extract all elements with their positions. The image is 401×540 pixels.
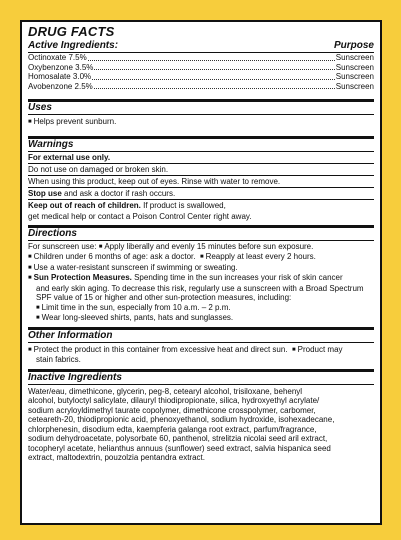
other-line1 [28, 345, 374, 356]
directions-spm [28, 273, 374, 284]
inactive-line: alcohol, butyloctyl salicylate, dilauryl thiodipropionate, silica, hydroxyethyl acrylate/ [28, 396, 320, 405]
ingredient-purpose: Sunscreen [335, 53, 374, 62]
directions-line1-a: For sunscreen use: [28, 241, 97, 251]
active-ingredients-label: Active Ingredients: [28, 40, 119, 51]
active-ingredients-header [28, 40, 374, 53]
ingredient-row [28, 72, 374, 82]
spm-rest: Spending time in the sun increases your risk of skin cancer [131, 273, 343, 282]
inactive-line: sodium dehydroacetate, polysorbate 60, panthenol, strelitzia nicolai seed aril extract, [28, 434, 328, 443]
inactive-line: extract, maltodextrin, pouzolzia pentandra extract. [28, 453, 205, 462]
directions-line3: ■ Use a water-resistant sunscreen if swimming or sweating. [28, 263, 374, 274]
drug-facts-title: DRUG FACTS [28, 24, 115, 39]
warnings-title: Warnings [28, 138, 74, 150]
other-line1-b: ■ Product may [292, 345, 343, 354]
other-title: Other Information [28, 329, 113, 341]
directions-spm-line3: SPF value of 15 or higher and other sun-protection measures, including: [36, 293, 292, 302]
inactive-line: Water/eau, dimethicone, glycerin, peg-8, cetearyl alcohol, trisiloxane, behenyl [28, 386, 303, 396]
drug-facts-panel [20, 20, 382, 525]
directions-line1 [28, 242, 374, 253]
ingredient-row [28, 82, 374, 92]
directions-line2 [28, 252, 374, 263]
directions-line2-a: ■ Children under 6 months of age: ask a doctor. [28, 252, 196, 261]
ingredient-name: Homosalate 3.0% [28, 72, 92, 81]
warning-eyes: When using this product, keep out of eyes. Rinse with water to remove. [28, 175, 374, 187]
directions-line1-b: ■ Apply liberally and evenly 15 minutes before sun exposure. [99, 242, 314, 251]
warning-stop-rest: and ask a doctor if rash occurs. [61, 188, 176, 198]
inactive-line: ceteareth-20, thiodipropionic acid, phenoxyethanol, sodium hydroxide, isohexadecane, [28, 415, 335, 424]
warning-damaged: Do not use on damaged or broken skin. [28, 163, 374, 175]
directions-title: Directions [28, 227, 77, 239]
purpose-label: Purpose [333, 40, 374, 51]
inactive-line: sodium acryloyldimethyl taurate copolymer, dimethicone crosspolymer, carbomer, [28, 405, 316, 415]
warning-reach-rest: If product is swallowed, [140, 200, 226, 210]
directions-sub2: ■ Wear long-sleeved shirts, pants, hats and sunglasses. [28, 313, 374, 324]
warning-reach-bold: Keep out of reach of children. [28, 200, 141, 210]
ingredient-row [28, 53, 374, 63]
inactive-list [28, 387, 374, 463]
warning-external: For external use only. [28, 151, 374, 163]
warning-stop-bold: Stop use [28, 188, 62, 198]
ingredient-name: Oxybenzone 3.5% [28, 62, 94, 72]
warning-reach [28, 199, 374, 211]
warning-reach-line2: get medical help or contact a Poison Control Center right away. [28, 211, 252, 221]
other-line1-a: ■ Protect the product in this container from excessive heat and direct sun. [28, 345, 288, 354]
ingredient-purpose: Sunscreen [335, 72, 374, 81]
ingredient-purpose: Sunscreen [335, 62, 374, 72]
directions-spm-line2: and early skin aging. To decrease this risk, regularly use a sunscreen with a Broad Spectrum [36, 283, 364, 293]
inactive-title: Inactive Ingredients [28, 371, 122, 383]
ingredient-name: Octinoxate 7.5% [28, 53, 87, 62]
uses-title: Uses [28, 102, 52, 113]
directions-sub1: ■ Limit time in the sun, especially from 10 a.m. – 2 p.m. [28, 303, 374, 314]
ingredient-name: Avobenzone 2.5% [28, 81, 93, 91]
ingredient-purpose: Sunscreen [335, 81, 374, 91]
ingredient-row [28, 63, 374, 73]
directions-line2-b: ■ Reapply at least every 2 hours. [200, 252, 316, 261]
uses-item: ■ Helps prevent sunburn. [28, 117, 374, 128]
warning-stop [28, 187, 374, 199]
inactive-line: chlorphenesin, disodium edta, kaempferia galanga root extract, parfum/fragrance, [28, 424, 317, 434]
inactive-line: tocopheryl acetate, helianthus annuus (sunflower) seed extract, salvia hispanica seed [28, 443, 331, 453]
spm-bold: Sun Protection Measures. [33, 273, 132, 282]
other-line2: stain fabrics. [36, 355, 81, 364]
